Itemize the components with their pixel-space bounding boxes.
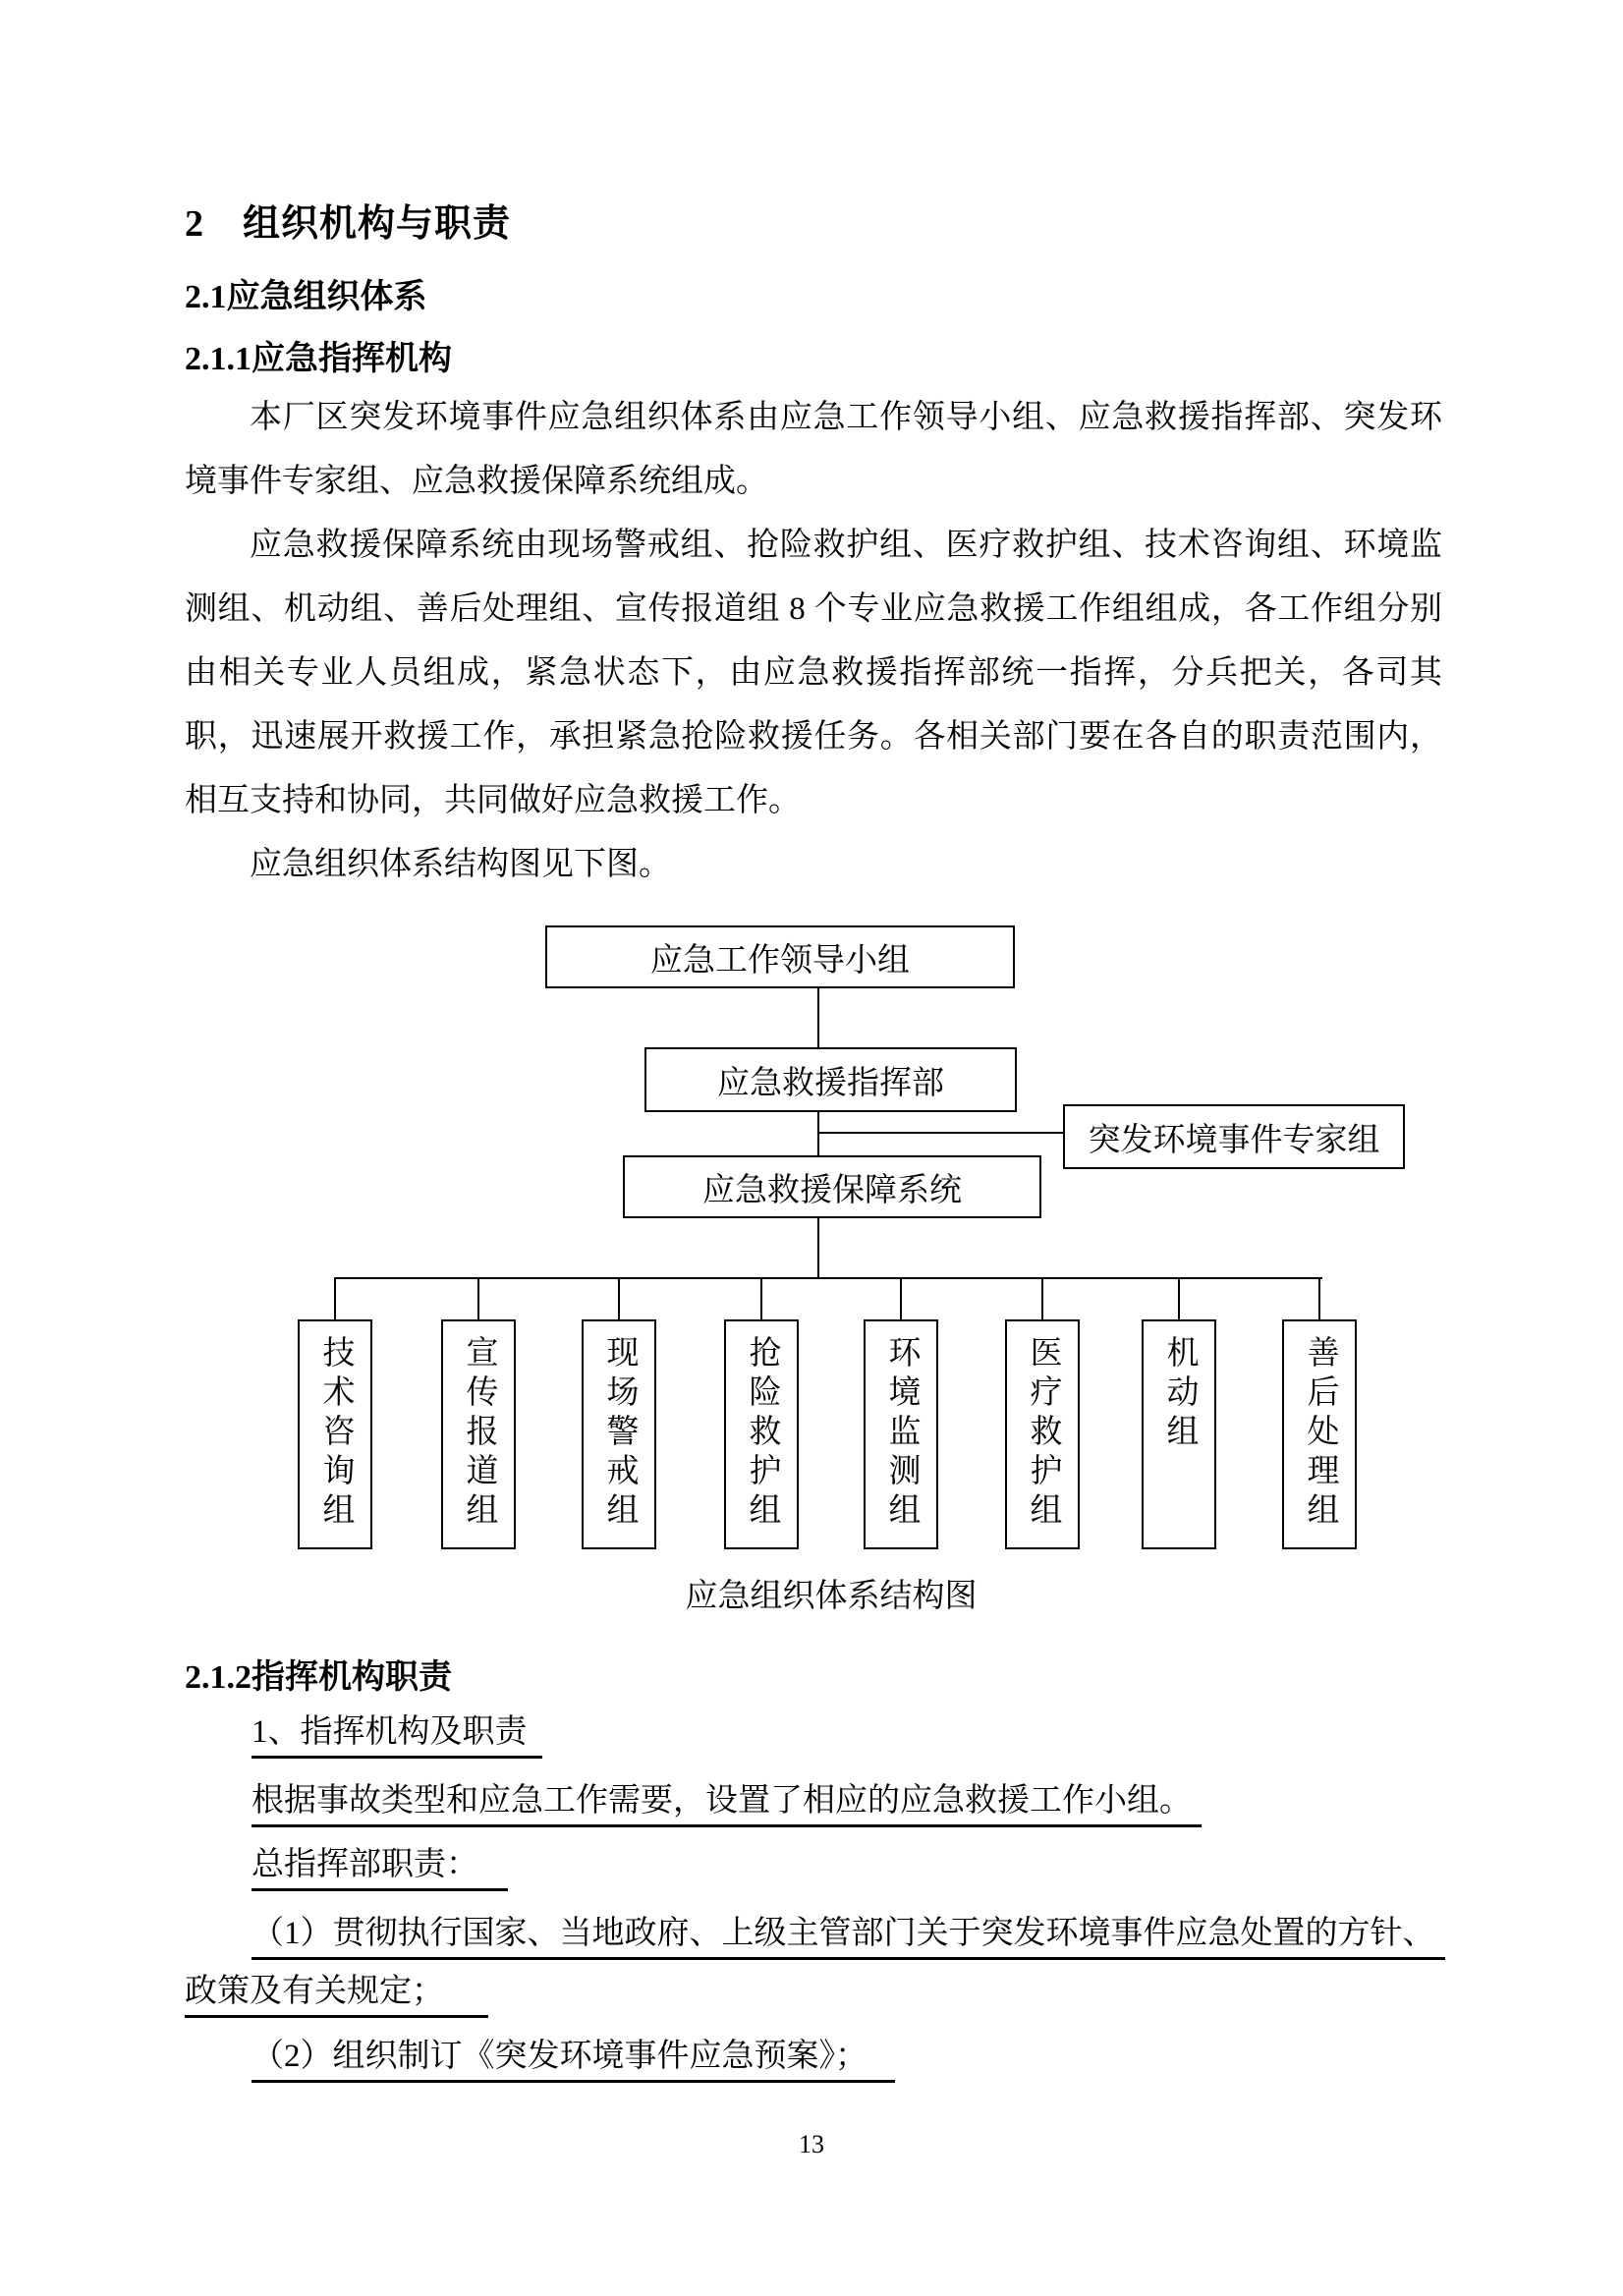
connector-drop-4 [760,1279,762,1319]
connector-leader-to-command [817,988,819,1047]
org-box-work-group-env-monitor [864,1319,938,1549]
connector-to-expert-group [817,1132,1065,1134]
org-box-work-group-aftermath [1282,1319,1357,1549]
duties-item2-line [252,2038,895,2083]
connector-command-to-support [817,1112,819,1157]
paragraph-figure-reference: 应急组织体系结构图见下图。 [250,847,671,882]
paragraph-org-system-intro: 本厂区突发环境事件应急组织体系由应急工作领导小组、应急救援指挥部、突发环境事件专家组、应急救援保障系统组成。 [185,400,1442,499]
connector-drop-7 [1178,1279,1180,1319]
page-number: 13 [799,2130,824,2158]
connector-drop-5 [900,1279,902,1319]
section-heading-2-1-2: 2.1.2指挥机构职责 [185,1659,452,1696]
connector-drop-1 [334,1279,336,1319]
connector-drop-2 [477,1279,479,1319]
figure-caption: 应急组织体系结构图 [685,1579,978,1614]
work-group-label: 抢险救护组 [744,1335,780,1532]
org-box-command-center [644,1047,1017,1112]
connector-support-to-rail [817,1218,819,1279]
work-group-label: 宣传报道组 [461,1335,497,1532]
org-box-leader-group-label: 应急工作领导小组 [650,942,910,979]
work-group-label: 现场警戒组 [601,1335,638,1532]
connector-drop-6 [1041,1279,1043,1319]
work-group-label: 技术咨询组 [317,1335,354,1532]
paragraph-support-system: 应急救援保障系统由现场警戒组、抢险救护组、医疗救护组、技术咨询组、环境监测组、机动组、善后处理组、宣传报道组 8 个专业应急救援工作组组成，各工作组分别由相关专业人员组成，紧急状态下，由应急救援指挥部统一指挥，分兵把关，各司其职，迅速展开救援工作，承担紧急抢险救援任务。各相关部门要在各自的职责范围内，相互支持和协同，共同做好应急救援工作。 [185,528,1442,818]
duties-setup-line [252,1782,1202,1827]
org-box-leader-group [545,925,1015,988]
duties-item1-line1 [252,1915,1445,1960]
org-box-support-system [623,1155,1041,1218]
connector-rail [334,1277,1322,1279]
org-box-expert-group-label: 突发环境事件专家组 [1088,1122,1380,1158]
duties-hq-line [252,1846,508,1891]
work-group-label: 医疗救护组 [1025,1335,1061,1532]
work-group-label: 环境监测组 [883,1335,920,1532]
connector-drop-8 [1318,1279,1320,1319]
duties-item2-text: （2）组织制订《突发环境事件应急预案》； [252,2038,895,2083]
org-box-work-group-site-guard [582,1319,656,1549]
org-box-support-system-label: 应急救援保障系统 [702,1172,962,1208]
section-heading-2-1-1: 2.1.1应急指挥机构 [185,341,452,377]
org-box-work-group-rescue [724,1319,799,1549]
org-box-work-group-medical [1005,1319,1080,1549]
org-box-work-group-mobile [1142,1319,1216,1549]
org-box-command-center-label: 应急救援指挥部 [717,1065,944,1101]
duties-item1-line2 [185,1973,488,2018]
duties-item1-line1-text: （1）贯彻执行国家、当地政府、上级主管部门关于突发环境事件应急处置的方针、 [252,1915,1445,1960]
org-box-work-group-tech-consult [298,1319,372,1549]
duties-subtitle-text: 1、指挥机构及职责 [252,1713,542,1759]
work-group-label: 机动组 [1161,1335,1198,1453]
org-chart [0,914,1623,1614]
org-box-work-group-publicity [441,1319,516,1549]
duties-item1-line2-text: 政策及有关规定； [185,1973,488,2018]
duties-setup-text: 根据事故类型和应急工作需要，设置了相应的应急救援工作小组。 [252,1782,1202,1827]
duties-hq-text: 总指挥部职责： [252,1846,508,1891]
connector-drop-3 [618,1279,620,1319]
section-heading-2: 2 组织机构与职责 [185,203,512,245]
work-group-label: 善后处理组 [1302,1335,1338,1532]
duties-subtitle [252,1713,542,1759]
section-heading-2-1: 2.1应急组织体系 [185,279,427,315]
org-box-expert-group [1063,1104,1405,1169]
